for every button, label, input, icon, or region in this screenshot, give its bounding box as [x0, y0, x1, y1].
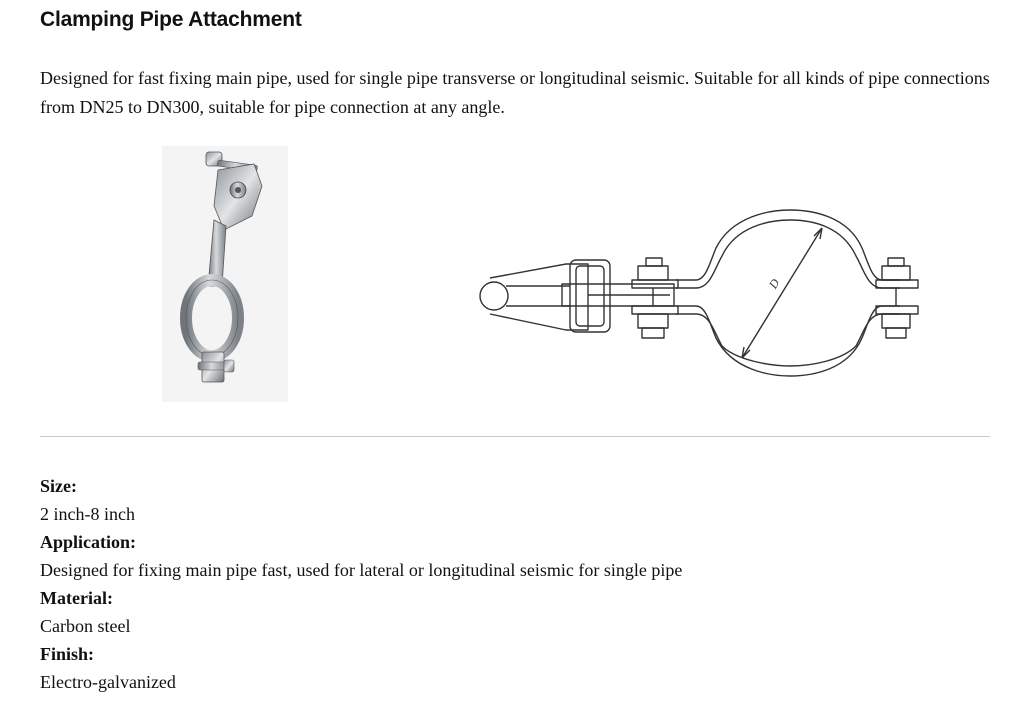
technical-drawing	[470, 208, 930, 380]
spec-value-material: Carbon steel	[40, 616, 131, 636]
diameter-label: D	[765, 276, 783, 292]
spec-value-size: 2 inch-8 inch	[40, 504, 135, 524]
page-title: Clamping Pipe Attachment	[40, 8, 302, 31]
spec-label-size: Size:	[40, 476, 77, 496]
spec-label-application: Application:	[40, 532, 137, 552]
product-description: Designed for fast fixing main pipe, used for single pipe transverse or longitudinal seismic. Suitable for all kinds of pipe connections from DN25 to DN300, suitable for pipe connection at any angle.	[40, 68, 990, 117]
section-divider	[40, 436, 990, 437]
spec-label-finish: Finish:	[40, 644, 95, 664]
spec-list	[40, 474, 682, 698]
spec-value-finish: Electro-galvanized	[40, 672, 176, 692]
clamp-illustration	[162, 146, 288, 402]
product-photo	[162, 146, 288, 402]
spec-label-material: Material:	[40, 588, 113, 608]
spec-value-application: Designed for fixing main pipe fast, used for lateral or longitudinal seismic for single pipe	[40, 560, 683, 580]
clamp-line-drawing	[470, 208, 930, 380]
